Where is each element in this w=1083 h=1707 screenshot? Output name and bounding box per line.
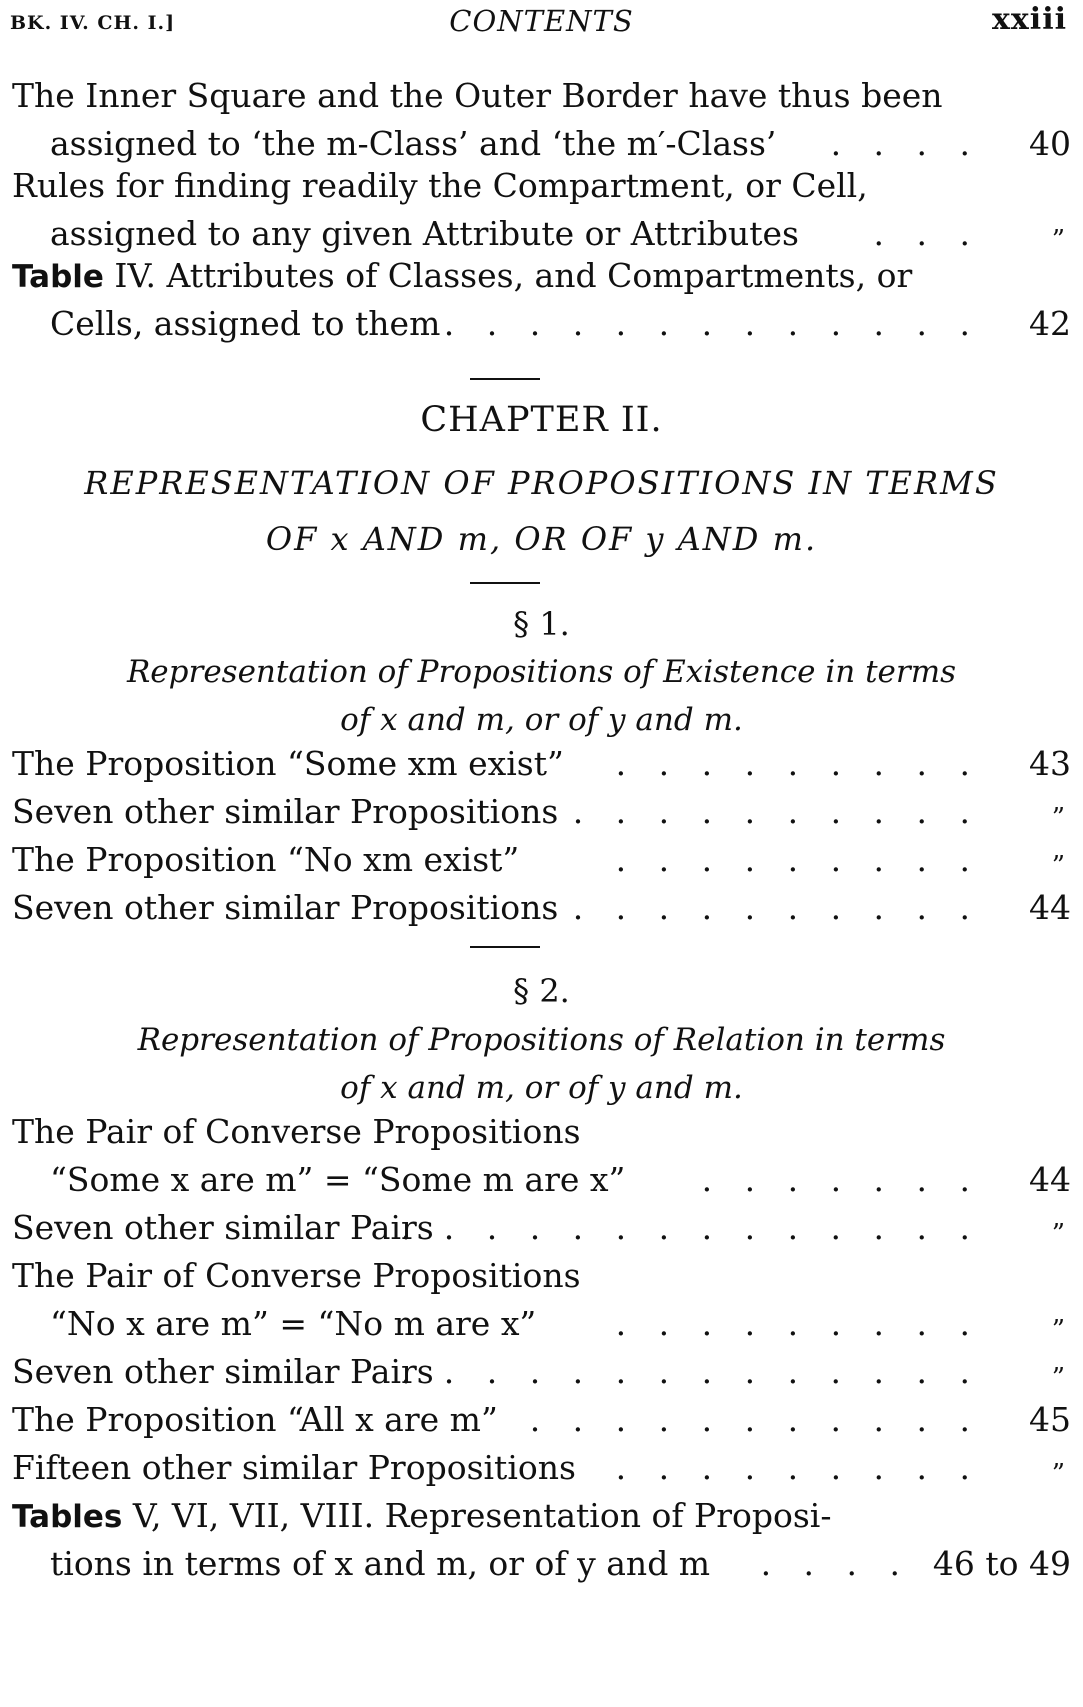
entry-line: [12, 836, 1071, 884]
entry-text: Seven other similar Propositions: [12, 792, 559, 831]
entry-bold-label: Table: [12, 259, 104, 295]
entry-text: “Some x are m” = “Some m are x”: [50, 1160, 626, 1199]
leader-dots: . . . . . . . . .: [615, 1304, 981, 1343]
toc-entry: [12, 162, 1071, 258]
leader-dots: . . . .: [760, 1544, 911, 1583]
leader-dots: . . . . . . . . .: [615, 840, 981, 879]
entry-line: Rules for finding readily the Compartment, or Cell,: [12, 166, 868, 205]
leader-dots: . . .: [873, 214, 981, 253]
entry-line: The Pair of Converse Propositions: [12, 1256, 581, 1295]
entry-line: [12, 120, 1071, 168]
section-title-line: of x and m, or of y and m.: [340, 1070, 743, 1106]
entry-page: 46 to 49: [932, 1544, 1071, 1583]
toc-entry: [12, 740, 1071, 932]
leader-dots: . . . . . . . . . . . . . .: [400, 1208, 981, 1247]
leader-dots: . . . . . . . . . . . . . .: [400, 1352, 981, 1391]
entry-text: Seven other similar Pairs: [12, 1208, 434, 1247]
entry-text: “No x are m” = “No m are x”: [50, 1304, 537, 1343]
leader-dots: . . . . . . . . . .: [572, 888, 981, 927]
entry-line: [12, 1204, 1071, 1252]
entry-line: [12, 1492, 1071, 1540]
leader-dots: . . . .: [830, 124, 981, 163]
entry-line: [12, 788, 1071, 836]
toc-entry: [12, 72, 1071, 168]
leader-dots: . . . . . . .: [701, 1160, 981, 1199]
chapter-heading: CHAPTER II.: [420, 400, 663, 440]
entry-line: [12, 1540, 1071, 1588]
entry-page: 45: [1029, 1400, 1071, 1439]
entry-line: [12, 1396, 1071, 1444]
entry-page: 44: [1029, 1160, 1071, 1199]
section-title-line: Representation of Propositions of Relation in terms: [137, 1022, 946, 1058]
chapter-title-line: OF x AND m, OR OF y AND m.: [265, 520, 818, 558]
entry-page: ”: [1051, 1219, 1065, 1249]
leader-dots: . . . . . . . . .: [615, 1448, 981, 1487]
leader-dots: . . . . . . . . . . . . .: [443, 304, 981, 343]
entry-text: The Proposition “No xm exist”: [12, 840, 520, 879]
entry-page: ”: [1051, 803, 1065, 833]
entry-text: V, VI, VII, VIII. Representation of Proposi-: [132, 1496, 832, 1535]
entry-text: tions in terms of x and m, or of y and m: [50, 1544, 711, 1583]
section-mark: § 1.: [513, 605, 570, 643]
entry-text: IV. Attributes of Classes, and Compartments, or: [114, 256, 913, 295]
entry-page: ”: [1051, 1459, 1065, 1489]
divider-rule: [470, 582, 540, 584]
toc-entry: [12, 252, 1071, 348]
section-mark: § 2.: [513, 972, 570, 1010]
entry-text: Cells, assigned to them: [50, 304, 441, 343]
entry-page: ”: [1051, 1363, 1065, 1393]
section-title: [40, 648, 1043, 744]
entry-text: assigned to any given Attribute or Attributes: [50, 214, 799, 253]
entry-page: ”: [1051, 1315, 1065, 1345]
entry-page: ”: [1051, 225, 1065, 255]
entry-page: 44: [1029, 888, 1071, 927]
entry-line: [12, 252, 1071, 300]
page-number: xxiii: [992, 2, 1067, 37]
entry-text: assigned to ‘the m-Class’ and ‘the m′-Class’: [50, 124, 777, 163]
entry-text: Fifteen other similar Propositions: [12, 1448, 576, 1487]
entry-text: The Proposition “Some xm exist”: [12, 744, 564, 783]
entry-line: [12, 1348, 1071, 1396]
toc-entry: [12, 1108, 1071, 1588]
running-title: CONTENTS: [449, 4, 634, 38]
leader-dots: . . . . . . . . . . .: [529, 1400, 981, 1439]
entry-line: The Pair of Converse Propositions: [12, 1112, 581, 1151]
entry-line: [12, 210, 1071, 258]
entry-line: [12, 1300, 1071, 1348]
page-header: [10, 2, 1073, 42]
book-chapter-ref: BK. IV. CH. I.]: [10, 12, 176, 34]
entry-bold-label: Tables: [12, 1499, 123, 1535]
leader-dots: . . . . . . . . . .: [572, 792, 981, 831]
divider-rule: [470, 378, 540, 380]
entry-page: 43: [1029, 744, 1071, 783]
entry-line: [12, 1444, 1071, 1492]
entry-page: 40: [1029, 124, 1071, 163]
entry-text: Seven other similar Propositions: [12, 888, 559, 927]
divider-rule: [470, 946, 540, 948]
entry-page: ”: [1051, 851, 1065, 881]
chapter-title-line: REPRESENTATION OF PROPOSITIONS IN TERMS: [84, 464, 999, 502]
entry-page: 42: [1029, 304, 1071, 343]
entry-line: [12, 884, 1071, 932]
chapter-title: [20, 455, 1063, 567]
entry-line: [12, 300, 1071, 348]
entry-line: [12, 1156, 1071, 1204]
entry-text: Seven other similar Pairs: [12, 1352, 434, 1391]
section-title-line: Representation of Propositions of Existence in terms: [126, 654, 957, 690]
section-title-line: of x and m, or of y and m.: [340, 702, 743, 738]
entry-line: [12, 740, 1071, 788]
entry-text: The Proposition “All x are m”: [12, 1400, 498, 1439]
section-title: [40, 1016, 1043, 1112]
leader-dots: . . . . . . . . .: [615, 744, 981, 783]
entry-line: The Inner Square and the Outer Border have thus been: [12, 76, 943, 115]
